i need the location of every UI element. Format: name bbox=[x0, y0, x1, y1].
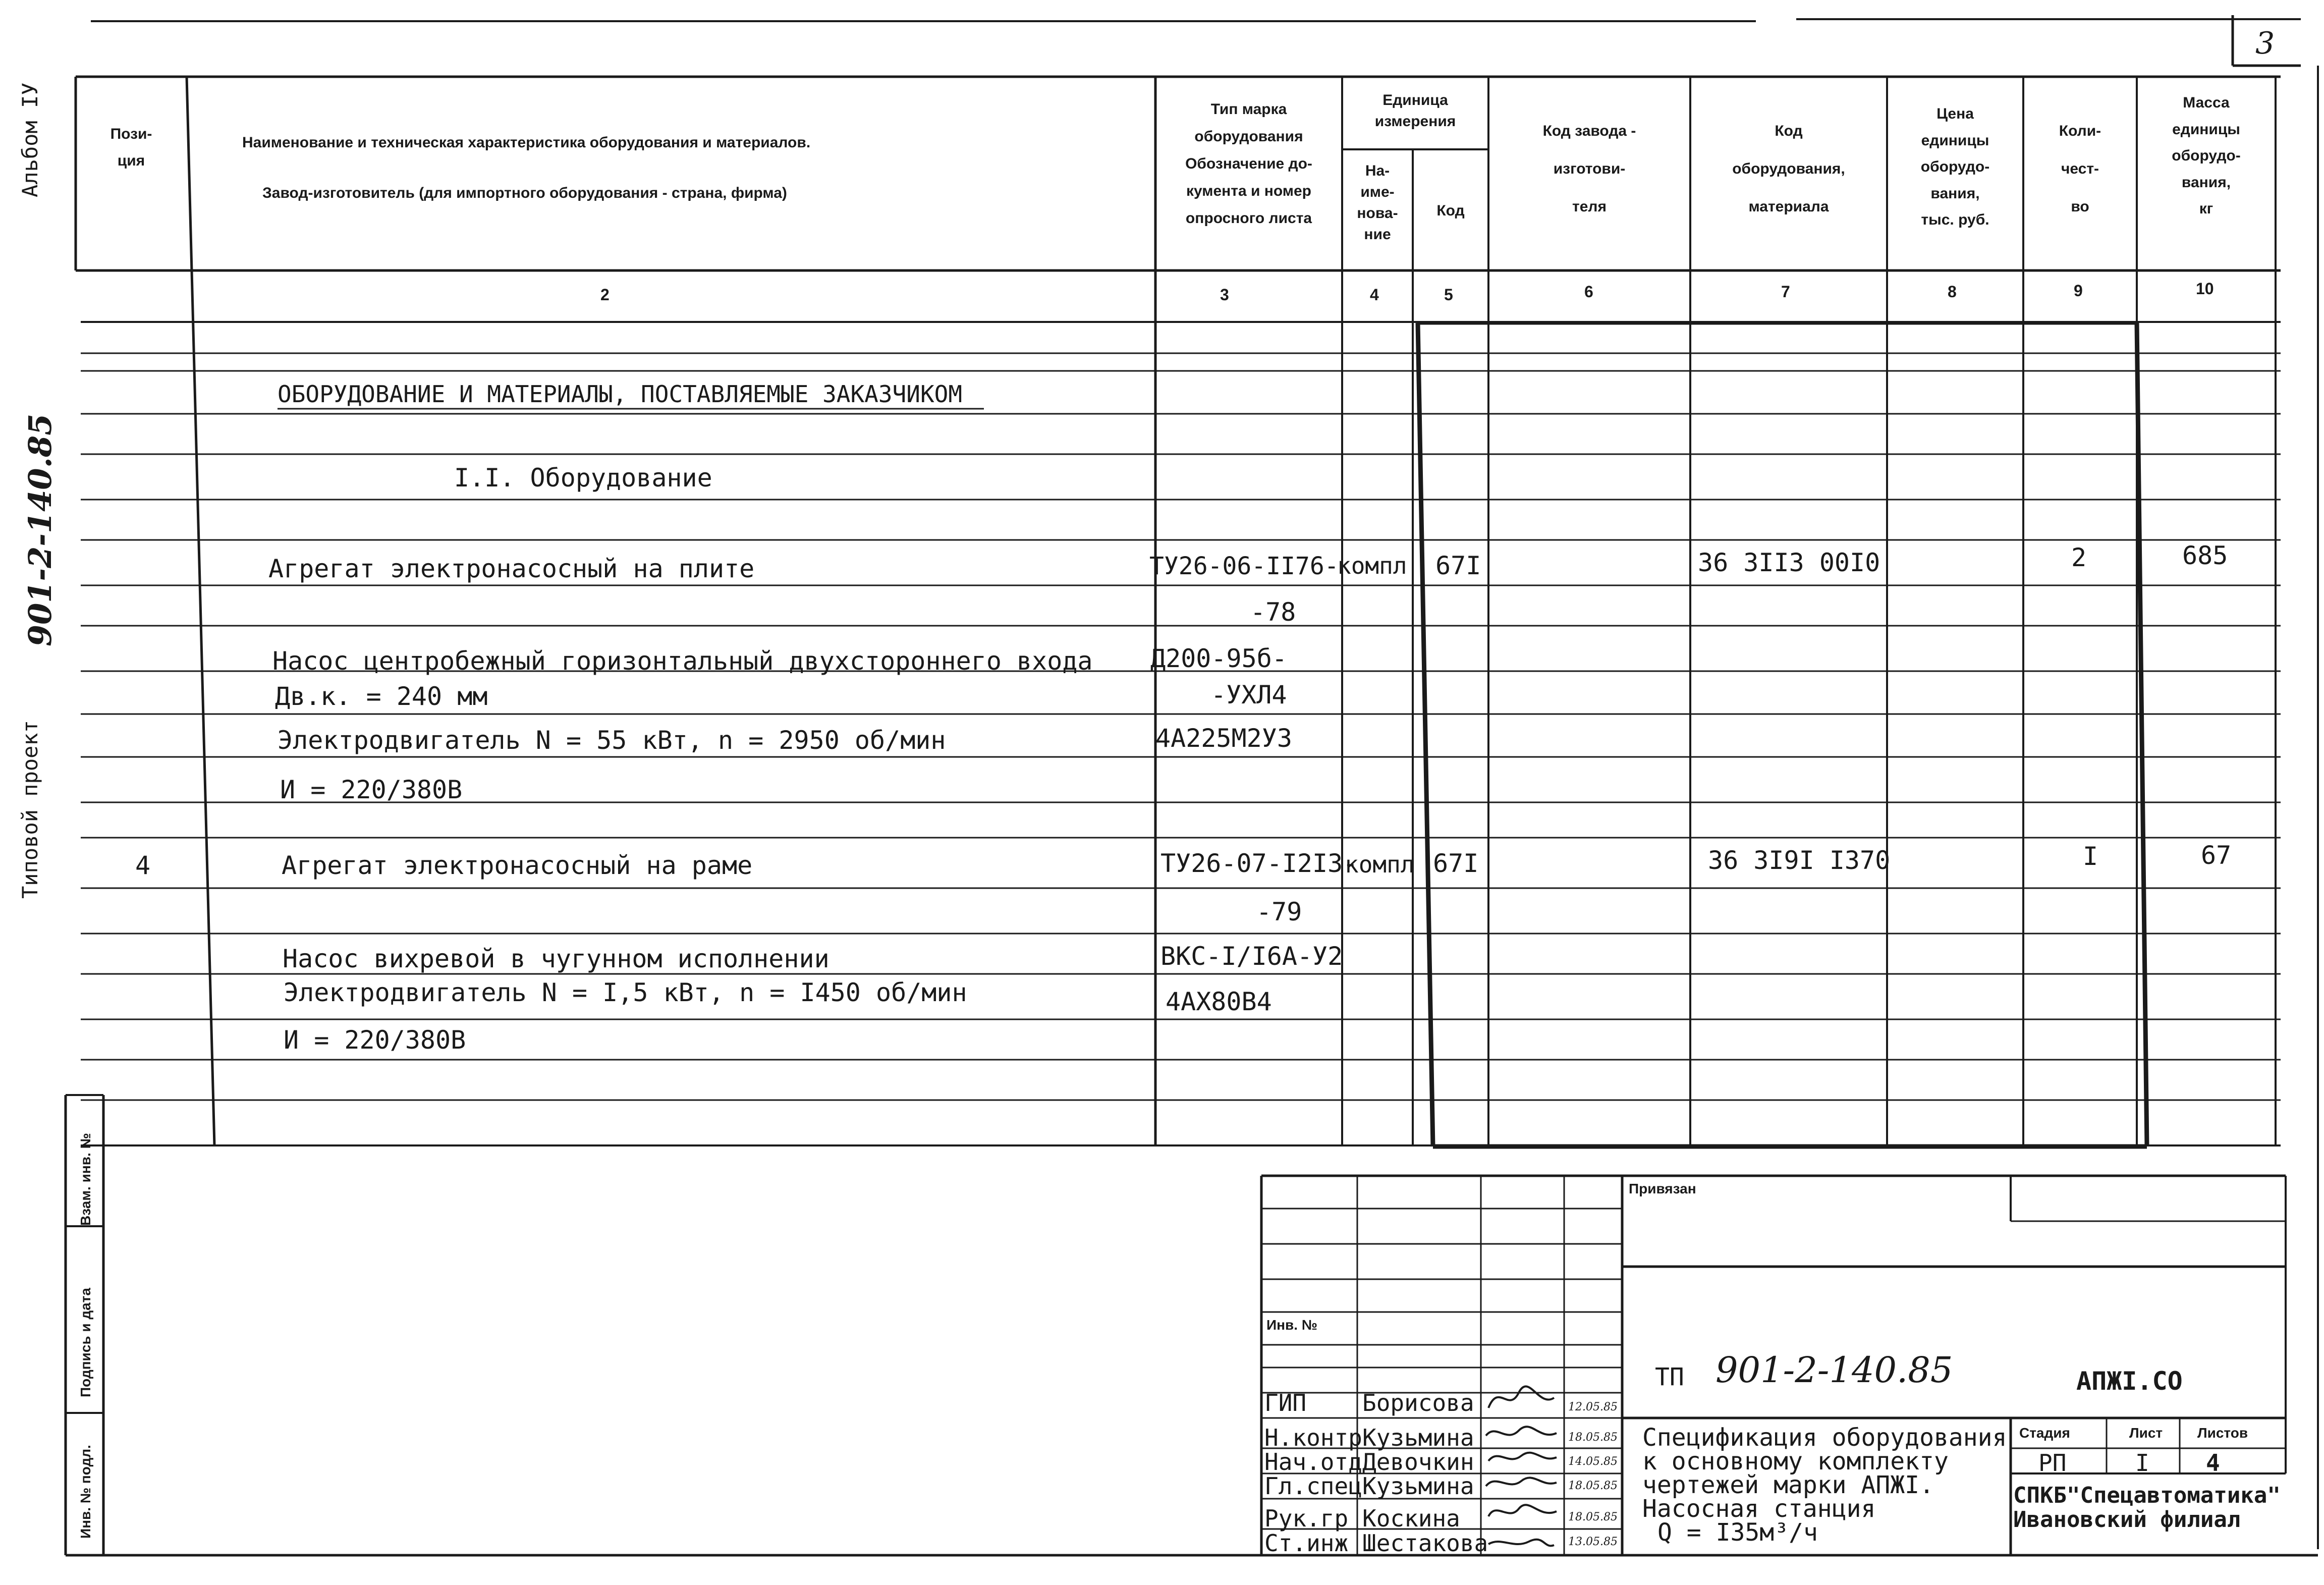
item-detail: Электродвигатель N = 55 кВт, n = 2950 об/мин bbox=[278, 726, 946, 755]
header-price-line: единицы bbox=[1921, 132, 1989, 149]
item-name: Агрегат электронасосный на плите bbox=[268, 554, 755, 583]
header-price-line: вания, bbox=[1930, 185, 1980, 202]
tb-staff-date: 13.05.85 bbox=[1568, 1536, 1618, 1548]
header-position-line: ция bbox=[117, 152, 145, 169]
tb-description bbox=[1642, 1426, 2007, 1545]
header-quantity-line: чест- bbox=[2061, 160, 2099, 177]
tb-staff-name: Шестакова bbox=[1362, 1529, 1488, 1557]
tb-staff-date: 18.05.85 bbox=[1568, 1431, 1618, 1444]
tb-role: Нач.отд bbox=[1264, 1448, 1362, 1475]
tb-organization bbox=[2013, 1484, 2281, 1533]
item-detail: Насос вихревой в чугунном исполнении bbox=[283, 944, 829, 973]
header-type-line: Тип марка bbox=[1210, 101, 1287, 118]
column-number: 2 bbox=[600, 286, 610, 304]
project-number-handwritten: 901-2-140.85 bbox=[22, 413, 59, 646]
header-price-line: оборудо- bbox=[1920, 158, 1990, 175]
header-mass bbox=[2137, 90, 2276, 223]
header-material-line: оборудования, bbox=[1732, 160, 1845, 177]
tb-description-line: Q = I35м³/ч bbox=[1657, 1518, 1818, 1547]
tb-description-line: к основному комплекту bbox=[1642, 1447, 1949, 1476]
tb-privyazan: Привязан bbox=[1629, 1181, 1696, 1196]
header-mass-line: вания, bbox=[2181, 174, 2231, 191]
item-detail: Дв.к. = 240 мм bbox=[275, 682, 488, 711]
item-detail-type: 4АХ80В4 bbox=[1166, 987, 1272, 1016]
item-detail: И = 220/380В bbox=[284, 1025, 466, 1055]
header-quantity-line: Коли- bbox=[2059, 123, 2101, 139]
tb-staff-date: 12.05.85 bbox=[1568, 1401, 1618, 1413]
column-number: 8 bbox=[1948, 283, 1957, 301]
tb-staff-name: Кузьмина bbox=[1362, 1472, 1474, 1500]
tb-description-line: Спецификация оборудования bbox=[1642, 1424, 2007, 1452]
tb-inv-no: Инв. № bbox=[1266, 1317, 1318, 1333]
header-unit-group bbox=[1342, 90, 1488, 132]
tb-staff-name: Коскина bbox=[1362, 1505, 1460, 1532]
header-type-line: Обозначение до- bbox=[1185, 155, 1312, 172]
header-quantity bbox=[2023, 112, 2137, 226]
project-type-label: Типовой проект bbox=[18, 720, 42, 899]
tb-sheets: 4 bbox=[2206, 1449, 2220, 1477]
tb-role: Ст.инж bbox=[1264, 1529, 1349, 1557]
column-number: 6 bbox=[1584, 283, 1593, 301]
stamp-podpis-data: Подпись и дата bbox=[78, 1288, 93, 1397]
header-type-line: оборудования bbox=[1194, 128, 1303, 145]
item-name: Агрегат электронасосный на раме bbox=[282, 851, 753, 880]
header-material-code bbox=[1690, 112, 1887, 226]
tb-sheet-label: Лист bbox=[2129, 1425, 2163, 1441]
header-unit-name-line: На- bbox=[1365, 162, 1390, 179]
header-material-line: материала bbox=[1748, 198, 1829, 215]
tb-staff-name: Девочкин bbox=[1362, 1448, 1474, 1475]
tb-doc-prefix: ТП bbox=[1655, 1363, 1684, 1391]
header-price-line: тыс. руб. bbox=[1921, 211, 1989, 228]
header-manufacturer-line: изготови- bbox=[1553, 160, 1626, 177]
header-manufacturer-code bbox=[1488, 112, 1690, 226]
item-detail-type: ВКС-I/I6А-У2 bbox=[1160, 942, 1343, 971]
item-unit-name: компл bbox=[1337, 552, 1407, 579]
tb-description-line: чертежей марки АПЖI. bbox=[1642, 1471, 1934, 1500]
header-quantity-line: во bbox=[2071, 198, 2089, 215]
column-number: 7 bbox=[1781, 283, 1790, 301]
tb-staff-name: Кузьмина bbox=[1362, 1424, 1474, 1451]
album-label: Альбом IУ bbox=[18, 82, 42, 197]
column-number: 3 bbox=[1220, 286, 1229, 304]
header-mass-line: единицы bbox=[2172, 121, 2240, 138]
tb-doc-mark: АПЖI.СО bbox=[2076, 1367, 2183, 1396]
item-unit-code: 67I bbox=[1433, 849, 1479, 878]
tb-staff-date: 14.05.85 bbox=[1568, 1455, 1618, 1468]
tb-staff-date: 18.05.85 bbox=[1568, 1480, 1618, 1492]
header-unit-line: Единица bbox=[1382, 92, 1448, 108]
item-mass: 685 bbox=[2182, 541, 2228, 570]
stamp-inv-podl: Инв. № подл. bbox=[78, 1445, 93, 1539]
section-title: ОБОРУДОВАНИЕ И МАТЕРИАЛЫ, ПОСТАВЛЯЕМЫЕ ЗАКАЗЧИКОМ bbox=[278, 380, 963, 408]
item-material-code: 36 3I9I I370 bbox=[1708, 846, 1891, 875]
tb-role: Гл.спец bbox=[1264, 1472, 1362, 1500]
item-detail: Электродвигатель N = I,5 кВт, n = I450 об/мин bbox=[284, 978, 967, 1007]
header-unit-name-line: име- bbox=[1360, 184, 1395, 200]
tb-staff-name: Борисова bbox=[1362, 1389, 1474, 1416]
header-unit-name-line: ние bbox=[1364, 226, 1391, 243]
header-position-line: Пози- bbox=[110, 126, 152, 142]
item-detail: И = 220/380В bbox=[280, 775, 463, 804]
item-material-code: 36 3II3 00I0 bbox=[1698, 548, 1880, 577]
tb-description-line: Насосная станция bbox=[1642, 1495, 1876, 1523]
item-detail-type: 4А225М2У3 bbox=[1155, 724, 1292, 753]
header-unit-code: Код bbox=[1436, 202, 1465, 219]
column-number: 9 bbox=[2074, 282, 2083, 300]
tb-organization-line: Ивановский филиал bbox=[2013, 1507, 2241, 1533]
item-quantity: 2 bbox=[2071, 543, 2087, 572]
item-type: ТУ26-06-II76- bbox=[1149, 552, 1339, 580]
subsection-title: I.I. Оборудование bbox=[454, 463, 712, 493]
tb-organization-line: СПКБ"Спецавтоматика" bbox=[2013, 1483, 2281, 1508]
header-type-line: опросного листа bbox=[1185, 210, 1312, 227]
column-number: 4 bbox=[1370, 286, 1379, 304]
header-mass-line: кг bbox=[2199, 200, 2214, 217]
header-price-line: Цена bbox=[1936, 105, 1974, 122]
tb-role: Н.контр bbox=[1264, 1424, 1362, 1451]
item-detail-type: -УХЛ4 bbox=[1211, 680, 1287, 709]
item-type-cont: -79 bbox=[1256, 897, 1302, 926]
header-manufacturer-line: теля bbox=[1572, 198, 1607, 215]
header-mass-line: Масса bbox=[2183, 94, 2230, 111]
header-unit-name-line: нова- bbox=[1357, 205, 1398, 222]
tb-sheet: I bbox=[2135, 1449, 2149, 1477]
item-type: ТУ26-07-I2I3- bbox=[1160, 849, 1358, 878]
item-mass: 67 bbox=[2201, 841, 2232, 870]
column-number: 5 bbox=[1444, 286, 1453, 304]
item-position: 4 bbox=[135, 851, 151, 880]
header-position bbox=[76, 121, 187, 174]
tb-doc-code: 901-2-140.85 bbox=[1716, 1349, 1953, 1391]
header-material-line: Код bbox=[1775, 123, 1803, 139]
item-detail-type: Д200-95б- bbox=[1150, 644, 1287, 673]
header-type bbox=[1150, 96, 1347, 232]
item-quantity: I bbox=[2083, 842, 2098, 871]
stamp-vzam-inv: Взам. инв. № bbox=[78, 1133, 93, 1226]
tb-role: Рук.гр bbox=[1264, 1505, 1349, 1532]
item-unit-name: компл bbox=[1345, 851, 1415, 878]
tb-stage-label: Стадия bbox=[2019, 1425, 2070, 1441]
tb-stage: РП bbox=[2038, 1449, 2067, 1477]
tb-staff-date: 18.05.85 bbox=[1568, 1511, 1618, 1523]
header-unit-line: измерения bbox=[1374, 113, 1456, 130]
header-manufacturer-line: Код завода - bbox=[1542, 123, 1636, 139]
header-name-line-1: Наименование и техническая характеристика оборудования и материалов. bbox=[242, 134, 811, 151]
tb-sheets-label: Листов bbox=[2197, 1425, 2248, 1441]
item-type-cont: -78 bbox=[1250, 597, 1296, 627]
header-mass-line: оборудо- bbox=[2172, 147, 2241, 164]
header-unit-name bbox=[1342, 160, 1413, 245]
item-unit-code: 67I bbox=[1435, 551, 1481, 580]
tb-role: ГИП bbox=[1264, 1389, 1307, 1416]
item-detail: Насос центробежный горизонтальный двухстороннего входа bbox=[272, 646, 1093, 676]
header-type-line: кумента и номер bbox=[1186, 183, 1312, 199]
header-name-line-2: Завод-изготовитель (для импортного оборудования - страна, фирма) bbox=[262, 185, 787, 201]
header-unit-price bbox=[1887, 101, 2023, 234]
page-number: 3 bbox=[2255, 26, 2275, 61]
column-number: 10 bbox=[2196, 280, 2214, 298]
